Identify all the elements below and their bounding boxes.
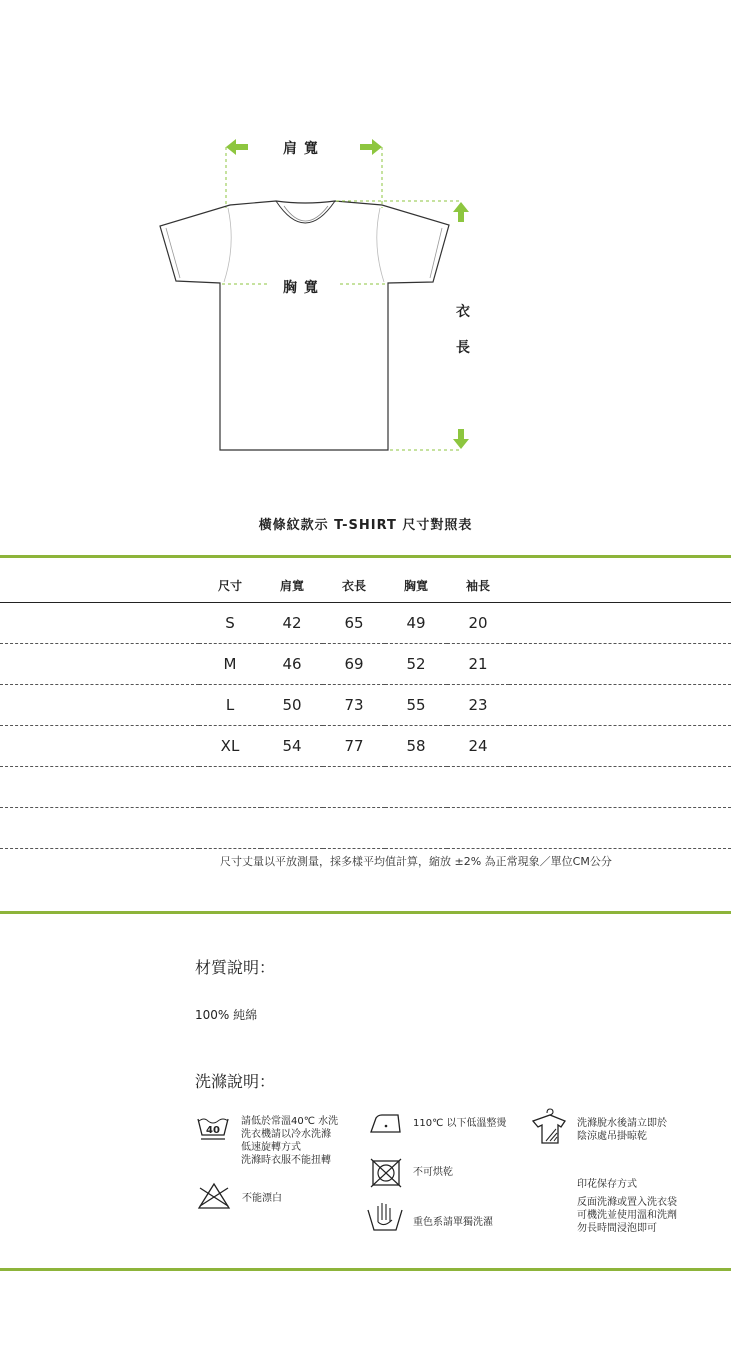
cell-length: 69 [344, 655, 364, 673]
cell-shoulder: 46 [282, 655, 302, 673]
header-length: 衣長 [341, 578, 366, 593]
cell-shoulder: 54 [282, 737, 302, 755]
table-row [0, 685, 731, 726]
cell-chest: 58 [406, 737, 426, 755]
arrow-left-icon [226, 139, 248, 155]
hand-wash-icon [366, 1200, 404, 1234]
table-row [0, 644, 731, 685]
cell-length: 73 [344, 696, 364, 714]
table-header-row [0, 568, 731, 603]
material-heading: 材質說明： [195, 958, 276, 977]
table-row-empty [0, 767, 731, 808]
measurement-note: 尺寸丈量以平放測量，採多樣平均值計算，縮放 ±2% 為正常現象／單位CM公分 [220, 855, 612, 868]
cell-size: L [225, 696, 235, 714]
print-care-title: 印花保存方式 [577, 1179, 637, 1190]
cell-sleeve: 24 [468, 737, 488, 755]
hang-dry-text: 洗滌脫水後請立即於 陰涼處吊掛晾乾 [577, 1118, 667, 1142]
wash-heading: 洗滌說明： [195, 1072, 276, 1091]
length-label-bottom: 長 [456, 340, 471, 356]
no-tumble-dry-text: 不可烘乾 [413, 1167, 453, 1178]
no-bleach-icon [196, 1182, 232, 1210]
header-chest: 胸寬 [403, 578, 428, 593]
header-shoulder: 肩寬 [279, 578, 304, 593]
cell-shoulder: 50 [282, 696, 302, 714]
tshirt-size-diagram [0, 0, 731, 480]
divider [0, 911, 731, 914]
tshirt-collar-inner [284, 206, 328, 221]
iron-icon [368, 1112, 404, 1136]
hand-wash-text: 重色系請單獨洗濯 [413, 1217, 493, 1228]
header-size: 尺寸 [217, 578, 242, 593]
print-care-text: 反面洗滌或置入洗衣袋 可機洗並使用溫和洗劑 勿長時間浸泡即可 [577, 1197, 677, 1234]
iron-text: 110℃ 以下低溫整燙 [413, 1118, 507, 1129]
tshirt-collar [276, 201, 335, 223]
cell-size: XL [220, 737, 240, 755]
divider [0, 1268, 731, 1271]
size-table [0, 568, 731, 849]
cell-size: S [225, 614, 235, 632]
cell-chest: 52 [406, 655, 426, 673]
hang-dry-icon [530, 1105, 568, 1145]
no-tumble-dry-icon [370, 1158, 402, 1188]
cell-length: 77 [344, 737, 364, 755]
no-bleach-text: 不能漂白 [242, 1193, 282, 1204]
cell-size: M [223, 655, 237, 673]
arrow-right-icon [360, 139, 382, 155]
tshirt-outline [160, 201, 449, 450]
table-row-empty [0, 808, 731, 849]
header-sleeve: 袖長 [465, 578, 490, 593]
cell-chest: 55 [406, 696, 426, 714]
table-row [0, 603, 731, 644]
cell-shoulder: 42 [282, 614, 302, 632]
svg-text:40: 40 [206, 1125, 220, 1136]
cell-chest: 49 [406, 614, 426, 632]
cell-sleeve: 23 [468, 696, 488, 714]
divider [0, 555, 731, 558]
material-value: 100% 純綿 [195, 1008, 258, 1022]
cell-sleeve: 20 [468, 614, 488, 632]
arrow-up-icon [453, 202, 469, 222]
chest-width-label: 胸 寬 [283, 280, 319, 296]
cell-length: 65 [344, 614, 364, 632]
table-row [0, 726, 731, 767]
cell-sleeve: 21 [468, 655, 488, 673]
length-label-top: 衣 [456, 304, 471, 320]
arrow-down-icon [453, 429, 469, 449]
size-chart-title: 橫條紋款示 T-SHIRT 尺寸對照表 [258, 518, 473, 533]
shoulder-width-label: 肩 寬 [283, 141, 319, 157]
wash-temp-text: 請低於常溫40℃ 水洗 洗衣機請以冷水洗滌 低速旋轉方式 洗滌時衣服不能扭轉 [241, 1116, 339, 1166]
wash-40-icon [196, 1115, 232, 1143]
